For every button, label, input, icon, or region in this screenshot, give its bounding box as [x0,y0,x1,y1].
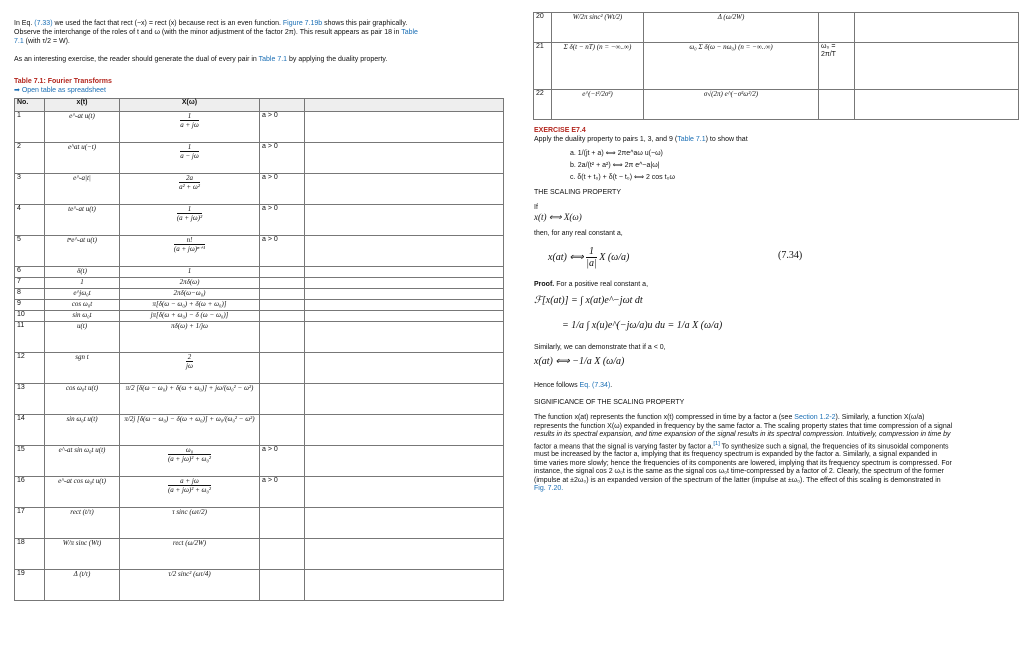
proof-label: Proof. [534,281,555,288]
negative-equation: x(at) ⟺ −1/a X (ω/a) [534,356,625,367]
condition-cell: a > 0 [260,174,305,205]
condition-cell: a > 0 [260,446,305,477]
signal-cell: Σ δ(t − nT) (n = −∞..∞) [552,43,644,90]
arrow-right-icon: ➡ [14,87,20,94]
transform-cell: jπ[δ(ω + ω₀) − δ (ω − ω₀)] [120,311,260,322]
exercise-title: EXERCISE E7.4 [534,127,586,134]
table-row [15,415,504,446]
signal-cell: te^-at u(t) [45,205,120,236]
proof-text: For a positive real constant a, [556,281,649,288]
table-link[interactable]: Table [401,29,418,36]
similarly-text: Similarly, we can demonstrate that if a < 0, [534,344,666,351]
row-number: 13 [15,384,45,415]
transform-cell: $\frac{a + j\omega}{\text{(a + jω)² + ω₀²}}$ [120,477,260,508]
exercise-item-b: b. 2a/(t² + a²) ⟺ 2π e^−a|ω| [570,162,660,169]
then-text: then, for any real constant a, [534,230,623,237]
transform-cell: $\frac{1}{a + j\omega}$ [120,112,260,143]
transform-cell: Δ (ω/2W) [644,13,819,43]
row-number: 19 [15,570,45,601]
row-number: 3 [15,174,45,205]
table-row [15,322,504,353]
signal-cell: e^-at sin ω₀t u(t) [45,446,120,477]
signal-cell: 1 [45,278,120,289]
row-number: 20 [534,13,552,43]
transform-cell: $\frac{1}{a - j\omega}$ [120,143,260,174]
table-row [15,236,504,267]
transform-cell: $\frac{2a}{\text{a² + ω²}}$ [120,174,260,205]
transform-cell: πδ(ω) + 1/jω [120,322,260,353]
row-number: 7 [15,278,45,289]
transform-cell: τ sinc (ωτ/2) [120,508,260,539]
table-row [15,267,504,278]
row-number: 4 [15,205,45,236]
row-number: 9 [15,300,45,311]
condition-cell [819,90,855,120]
row-number: 15 [15,446,45,477]
signal-cell: Δ (t/τ) [45,570,120,601]
exercise-item-c: c. δ(t + t₀) + δ(t − t₀) ⟺ 2 cos t₀ω [570,174,675,181]
table-row [15,112,504,143]
table-row [15,384,504,415]
transform-cell: π/2 [δ(ω − ω₀) + δ(ω + ω₀)] + jω/(ω₀² − ω²) [120,384,260,415]
table-row [15,446,504,477]
table-link-cont[interactable]: 7.1 [14,38,24,45]
equation-7-34: x(at) ⟺ $\frac{1}{|a|}$ X (ω/a) (7.34) [548,246,803,269]
if-equation: x(t) ⟺ X(ω) [534,212,582,222]
condition-cell [819,13,855,43]
transform-cell: $\frac{2}{j\omega}$ [120,353,260,384]
row-number: 12 [15,353,45,384]
condition-cell: a > 0 [260,143,305,174]
table-row [534,43,1019,90]
row-number: 5 [15,236,45,267]
transform-cell: ω₀ Σ δ(ω − nω₀) (n = −∞..∞) [644,43,819,90]
condition-cell [260,353,305,384]
row-number: 17 [15,508,45,539]
signal-cell: u(t) [45,322,120,353]
significance-title: SIGNIFICANCE OF THE SCALING PROPERTY [534,399,685,406]
condition-cell [260,384,305,415]
condition-cell [260,289,305,300]
eq-link[interactable]: (7.33) [34,20,53,27]
row-number: 6 [15,267,45,278]
condition-cell [260,322,305,353]
table-row [15,570,504,601]
significance-paragraph: The function x(at) represents the function x(t) compressed in time by a factor a (see Section 1.2-2). Similarly, a function X(ω/a) represents the function X(ω) expanded in frequency by the same factor a. The scaling property states that time compression of a signal results in its spectral expansion, and time expansion of the signal results in its spectral compression. Intuitively, compression in time by factor a means that the signal is varying faster by factor a.[1] To synthesize such a signal, the frequencies of its sinusoidal components must be increased by the factor a, implying that its frequency spectrum is expanded by the factor a. Similarly, a signal expanded in time varies more slowly; hence the frequencies of its components are lowered, implying that its frequency spectrum is compressed. For instance, the signal cos 2 ω₀t is the same as the signal cos ω₀t time-compressed by a factor of 2. Clearly, the spectrum of the former (impulse at ±2ω₀) is an expanded version of the spectrum of the latter (impulse at ±ω₀). The effect of this scaling is demonstrated in Fig. 7.20. [534,414,1018,494]
table-row [15,311,504,322]
transform-cell: 2πδ(ω) [120,278,260,289]
table-row [15,353,504,384]
exercise-item-a: a. 1/(jt + a) ⟺ 2πe^aω u(−ω) [570,150,663,157]
row-number: 14 [15,415,45,446]
signal-cell: e^(−t²/2σ²) [552,90,644,120]
signal-cell: cos ω₀t u(t) [45,384,120,415]
row-number: 10 [15,311,45,322]
row-number: 18 [15,539,45,570]
table-row [534,13,1019,43]
condition-cell [260,508,305,539]
proof-equation-1: ℱ[x(at)] = ∫ x(at)e^−jωt dt [534,295,643,306]
condition-cell [260,570,305,601]
fourier-table [14,98,504,601]
table-link-3[interactable]: Table 7.1 [677,136,706,143]
table-row [15,289,504,300]
footnote-link[interactable]: [1] [713,440,720,447]
row-number: 22 [534,90,552,120]
condition-cell: a > 0 [260,112,305,143]
row-number: 11 [15,322,45,353]
signal-cell: W/2π sinc² (Wt/2) [552,13,644,43]
transform-cell: π/2j [δ(ω − ω₀) − δ(ω + ω₀)] + ω₀/(ω₀² − ω²) [120,415,260,446]
signal-cell: cos ω₀t [45,300,120,311]
transform-cell: $\frac{n!}{\text{(a + jω)ⁿ⁺¹}}$ [120,236,260,267]
condition-cell: a > 0 [260,236,305,267]
signal-cell: sgn t [45,353,120,384]
row-number: 8 [15,289,45,300]
condition-cell [260,539,305,570]
row-number: 16 [15,477,45,508]
figure-link-2[interactable]: Fig. 7.20. [534,485,564,493]
section-link[interactable]: Section 1.2-2 [794,414,836,421]
table-title: Table 7.1: Fourier Transforms [14,78,112,85]
signal-cell: tⁿe^-at u(t) [45,236,120,267]
right-column: EXERCISE E7.4 Apply the duality property to pairs 1, 3, and 9 (Table 7.1) to show that a. 1/(jt + a) ⟺ 2πe^aω u(−ω) b. 2a/(t² + a²) ⟺ 2π e^−a|ω| c. δ(t + t₀) + δ(t − t₀) ⟺ 2 cos t₀ω THE SCALING PROPERTY If x(t) ⟺ X(ω) then, for any real constant a, x(at) ⟺ $\frac{1}{|a|}$ X (ω/a) (7.34) Proof. For a positive real constant a, ℱ[x(at)] = ∫ x(at)e^−jωt dt = 1/a ∫ x(u)e^(−jω/a)u du = 1/a X (ω/a) Similarly, we can demonstrate that if a < 0, x(at) ⟺ −1/a X (ω/a) Hence follows Eq. (7.34). SIGNIFICANCE OF THE SCALING PROPERTY The function x(at) represents the function x(t) compressed in time by a factor a (see Section 1.2-2). Similarly, a function X(ω/a) represents the function X(ω) expanded in frequency by the same factor a. The scaling property states that time compression of a signal results in its spectral expansion, and time expansion of the signal results in its spectral compression. Intuitively, compression in time by factor a means that the signal is varying faster by factor a.[1] To synthesize such a signal, the frequencies of its sinusoidal components must be increased by the factor a, implying that its frequency spectrum is expanded by the factor a. Similarly, a signal expanded in time varies more slowly; hence the frequencies of its components are lowered, implying that its frequency spectrum is compressed. For instance, the signal cos 2 ω₀t is the same as the signal cos ω₀t time-compressed by a factor of 2. Clearly, the spectrum of the former (impulse at ±2ω₀) is an expanded version of the spectrum of the latter (impulse at ±ω₀). The effect of this scaling is demonstrated in Fig. 7.20. [534,126,1018,494]
spreadsheet-link[interactable]: ➡ Open table as spreadsheet [14,87,106,94]
signal-cell: e^at u(−t) [45,143,120,174]
exercise-items [570,148,1018,184]
exercise-text: Apply the duality property to pairs 1, 3, and 9 (Table 7.1) to show that [534,136,748,143]
table-row [15,143,504,174]
signal-cell: δ(t) [45,267,120,278]
col-xt: x(t) [45,99,120,112]
if-label: If [534,204,538,211]
intro-paragraph: In Eq. (7.33) we used the fact that rect (−x) = rect (x) because rect is an even function. Figure 7.19b shows this pair graphically. Observe the interchange of the roles of t and ω (with the minor adjustment of the factor 2π). This result appears as pair 18 in Table 7.1 (with τ/2 = W). [14,20,418,45]
signal-cell: rect (t/τ) [45,508,120,539]
exercise-note: As an interesting exercise, the reader should generate the dual of every pair in Table 7.1 by applying the duality property. [14,56,388,63]
signal-cell: e^jω₀t [45,289,120,300]
condition-cell [260,267,305,278]
table-row [15,539,504,570]
col-xw: X(ω) [120,99,260,112]
condition-cell: ω₀ = 2π/T [819,43,855,90]
condition-cell: a > 0 [260,205,305,236]
signal-cell: sin ω₀t u(t) [45,415,120,446]
table-row [15,300,504,311]
transform-cell: $\frac{\text{ω₀}}{\text{(a + jω)² + ω₀²}}$ [120,446,260,477]
proof-equation-2: = 1/a ∫ x(u)e^(−jω/a)u du = 1/a X (ω/a) [562,320,723,331]
table-row [15,205,504,236]
transform-cell: 2πδ(ω−ω₀) [120,289,260,300]
table-row [15,174,504,205]
row-number: 1 [15,112,45,143]
signal-cell: W/π sinc (Wt) [45,539,120,570]
signal-cell: sin ω₀t [45,311,120,322]
table-row [534,90,1019,120]
condition-cell: a > 0 [260,477,305,508]
transform-cell: 1 [120,267,260,278]
equation-number: (7.34) [778,250,803,261]
transform-cell: σ√(2π) e^(−σ²ω²/2) [644,90,819,120]
transform-cell: τ/2 sinc² (ωτ/4) [120,570,260,601]
table-row [15,278,504,289]
scaling-title: THE SCALING PROPERTY [534,189,622,196]
signal-cell: e^-at u(t) [45,112,120,143]
row-number: 2 [15,143,45,174]
transform-cell: π[δ(ω − ω₀) + δ(ω + ω₀)] [120,300,260,311]
fourier-table-cont [533,12,1019,120]
col-no: No. [15,99,45,112]
signal-cell: e^-at cos ω₀t u(t) [45,477,120,508]
condition-cell [260,300,305,311]
figure-link[interactable]: Figure 7.19b [282,20,323,27]
transform-cell: $\frac{1}{\text{(a + jω)²}}$ [120,205,260,236]
condition-cell [260,415,305,446]
table-row [15,508,504,539]
signal-cell: e^-a|t| [45,174,120,205]
table-row [15,477,504,508]
transform-cell: rect (ω/2W) [120,539,260,570]
condition-cell [260,311,305,322]
eq-link-2[interactable]: Eq. (7.34) [579,382,611,389]
row-number: 21 [534,43,552,90]
table-link-2[interactable]: Table 7.1 [258,56,288,63]
condition-cell [260,278,305,289]
